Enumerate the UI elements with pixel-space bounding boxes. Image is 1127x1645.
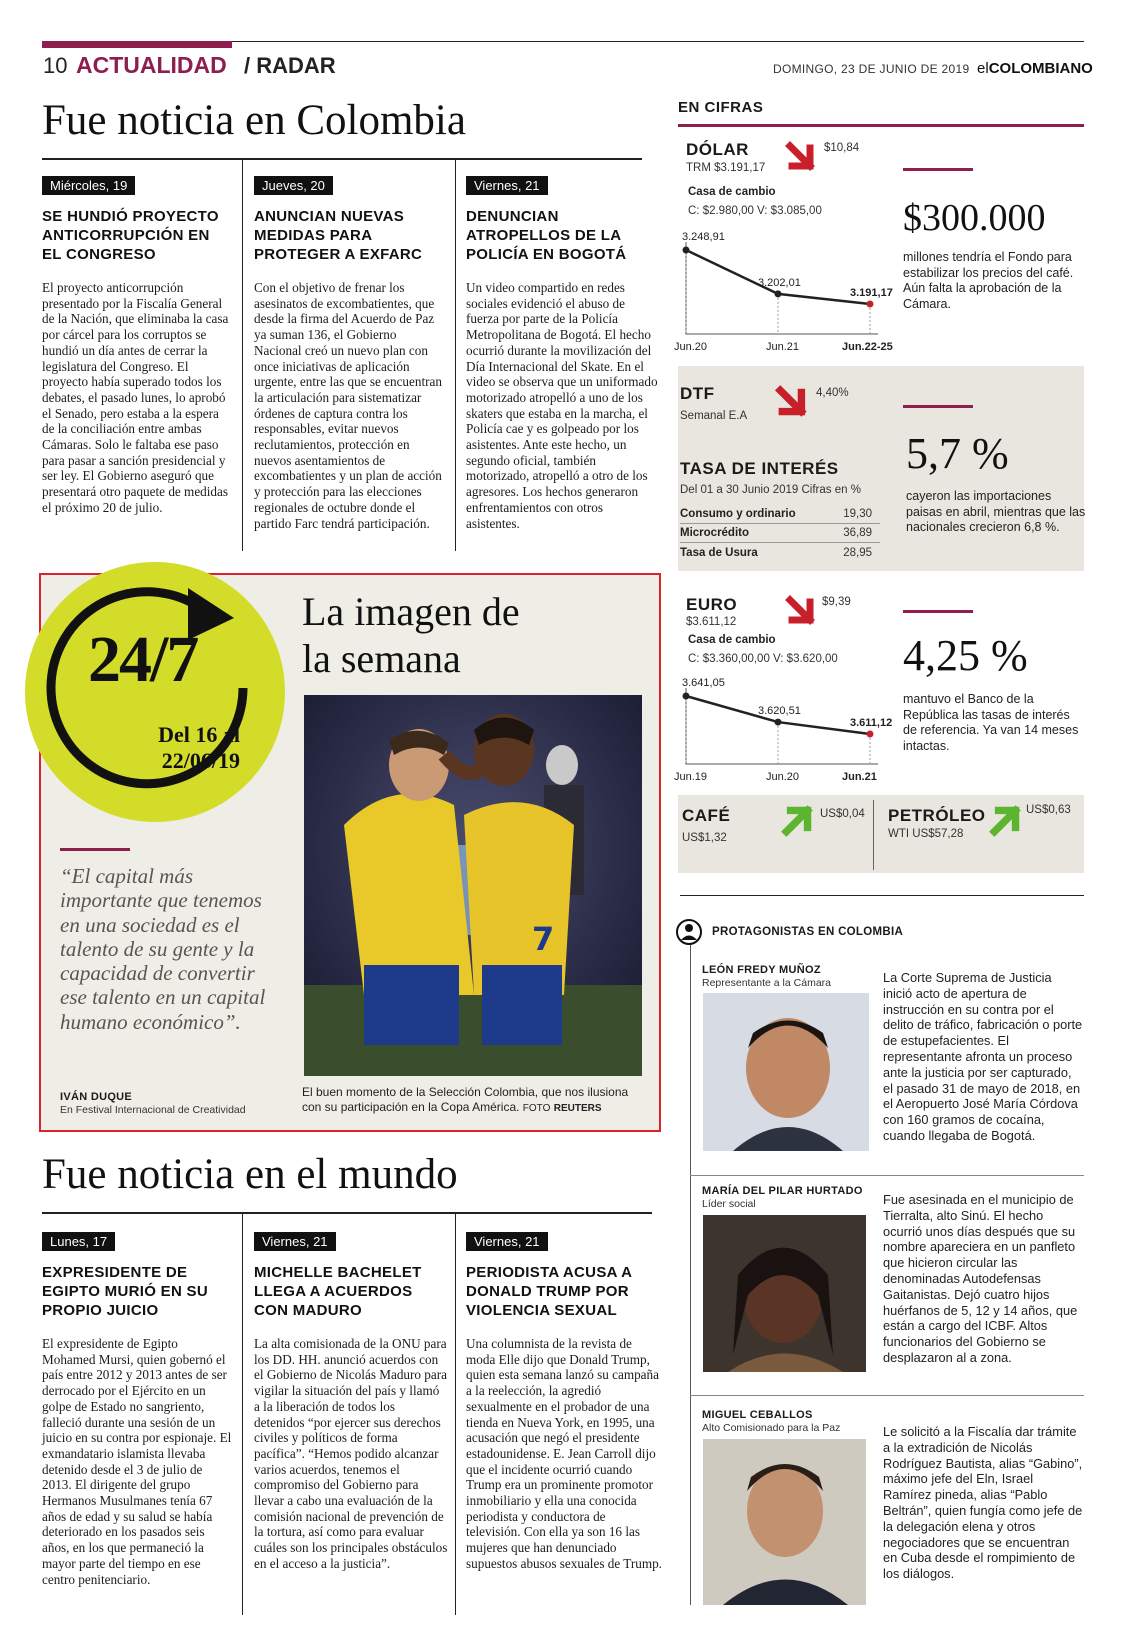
- story-body: La alta comisionada de la ONU para los DD. HH. anunció acuerdos con el Gobierno de Nicolás Maduro para vigilar la situación del país y llamó a la liberación de todos los detenidos “por ejercer sus derechos civiles y políticos de forma pacífica”. “Hemos podido alcanzar varios acuerdos, tenemos el compromiso del Gobierno para llevar a cabo una evaluación de la comisión nacional de prevención de la tortura, así como para evaluar cuáles son los principales obstáculos en el acceso a la justicia”.: [254, 1336, 448, 1571]
- stat-value: $300.000: [903, 197, 1046, 239]
- en-cifras-title: EN CIFRAS: [678, 99, 764, 116]
- title-line: la semana: [302, 636, 461, 681]
- euro-label: EURO: [686, 595, 738, 614]
- petroleo-price: WTI US$57,28: [888, 828, 964, 840]
- quote-rule: [60, 848, 130, 851]
- chart-data-label: 3.641,05: [682, 677, 725, 689]
- mundo-rule: [42, 1212, 652, 1214]
- chart-data-label: 3.611,12: [850, 717, 893, 729]
- chart-data-label: 3.202,01: [758, 276, 801, 289]
- page-number: 10: [43, 53, 68, 78]
- mundo-section-title: Fue noticia en el mundo: [42, 1151, 458, 1198]
- euro-price: $3.611,12: [686, 616, 737, 628]
- person-role: Representante a la Cámara: [702, 977, 831, 989]
- stat-value: 5,7 %: [906, 429, 1009, 478]
- badge-range-line: 22/06/19: [161, 748, 240, 773]
- person-text: Fue asesinada en el municipio de Tierralta, alto Sinú. El hecho ocurrió unos días después que su nombre apareciera en un panfleto que hicieron circular las denominadas Autodefensas Gaitanistas. Dejó cuatro hijos huérfanos de 5, 12 y 14 años, que están a cargo del ICBF. Altos funcionarios del Gobierno se desplazaron al a zona.: [883, 1192, 1078, 1365]
- story-day-tag: Viernes, 21: [466, 1232, 548, 1251]
- chart-tick-label: Jun.20: [674, 341, 708, 353]
- dtf-label: DTF: [680, 384, 715, 403]
- photo-caption: [302, 1085, 647, 1116]
- dolar-change: $10,84: [824, 142, 860, 154]
- arrow-down-icon: [786, 594, 820, 628]
- story-day-tag: Jueves, 20: [254, 176, 333, 195]
- dolar-label: DÓLAR: [686, 140, 749, 159]
- badge-range-line: Del 16 al: [158, 722, 240, 747]
- dtf-sub: Semanal E.A: [680, 410, 748, 422]
- stat-rule: [903, 168, 973, 171]
- header-accent-bar: [42, 41, 232, 48]
- tasa-row-value: 19,30: [843, 508, 872, 520]
- chart-data-label: 3.620,51: [758, 705, 801, 718]
- arrow-up-icon: [988, 802, 1024, 838]
- story-day-tag: Lunes, 17: [42, 1232, 115, 1251]
- divider: [690, 1395, 1084, 1396]
- story-day-tag: Viernes, 21: [254, 1232, 336, 1251]
- image-of-week-title: [302, 588, 520, 682]
- tasa-row-value: 28,95: [843, 546, 872, 559]
- mundo-story-2: [254, 1232, 448, 1572]
- dtf-change: 4,40%: [816, 387, 849, 399]
- column-separator: [873, 800, 874, 870]
- euro-casa-label: Casa de cambio: [688, 634, 776, 646]
- person-icon: [676, 919, 702, 945]
- stat-text: millones tendría el Fondo para estabilizar los precios del café. Aún falta la aprobación de la Cámara.: [903, 250, 1074, 311]
- story-headline: ANUNCIAN NUEVAS MEDIDAS PARA PROTEGER A EXFARC: [254, 208, 423, 263]
- person-name: LEÓN FREDY MUÑOZ: [702, 964, 821, 976]
- person-text: La Corte Suprema de Justicia inició acto de apertura de instrucción en su contra por el delito de tráfico, fabricación o porte de estupefacientes. El representante afronta un proceso ante la justicia por ser capturado, el pasado 31 de mayo de 2018, en el Aeropuerto José María Córdova con 160 gramos de cocaína, cuando llegaba de Bogotá.: [883, 970, 1083, 1143]
- stat-rule: [903, 405, 973, 408]
- column-separator: [455, 158, 456, 551]
- story-headline: MICHELLE BACHELET LLEGA A ACUERDOS CON MADURO: [254, 1264, 422, 1319]
- tasa-label: TASA DE INTERÉS: [680, 459, 839, 478]
- avatar-illustration: [703, 1215, 866, 1372]
- chart-tick-label: Jun.19: [674, 771, 708, 783]
- person-text: Le solicitó a la Fiscalía dar trámite a la extradición de Nicolás Rodríguez Bautista, alias “Gabino”, máximo jefe del Eln, Israel Ramírez pineda, alias “Pablo Beltrán”, quien fungía como jefe de la delegación elena y otros negociadores que se encuentran en Cuba desde el rompimiento de los diálogos.: [883, 1424, 1083, 1582]
- story-body: El expresidente de Egipto Mohamed Mursi, quien gobernó el país entre 2012 y 2013 antes de ser derrocado por el Ejército en un golpe de Estado no sangriento, falleció durante una sesión de un juicio en su contra por espionaje. El exmandatario islamista llevaba detenido desde el 3 de julio de 2013. El dirigente del grupo Hermanos Musulmanes tenía 67 años de edad y su salud se había deteriorado en los pasados seis años, en los que permaneció la mayor parte del tiempo en ese centro penitenciario.: [42, 1336, 232, 1587]
- subsection-name: / RADAR: [244, 53, 336, 78]
- arrow-up-icon: [780, 802, 816, 838]
- photo-illustration: [304, 695, 642, 1076]
- tasa-row-name: Tasa de Usura: [680, 546, 758, 559]
- person-name: MIGUEL CEBALLOS: [702, 1409, 813, 1421]
- person-name: MARÍA DEL PILAR HURTADO: [702, 1185, 863, 1197]
- caption-credit: FOTO: [522, 1103, 551, 1114]
- tasa-row-name: Consumo y ordinario: [680, 508, 796, 520]
- title-line: La imagen de: [302, 589, 520, 634]
- euro-casa-values: C: $3.360,00,00 V: $3.620,00: [688, 653, 838, 665]
- caption-text: El buen momento de la Selección Colombia, que nos ilusiona con su participación en la Copa América.: [302, 1085, 629, 1114]
- person-role: Alto Comisionado para la Paz: [702, 1422, 841, 1434]
- chart-point: [867, 731, 874, 738]
- avatar-illustration: [703, 993, 869, 1151]
- story-day-tag: Miércoles, 19: [42, 176, 135, 195]
- story-headline: PERIODISTA ACUSA A DONALD TRUMP POR VIOLENCIA SEXUAL: [466, 1264, 632, 1319]
- mundo-story-1: [42, 1232, 232, 1587]
- protagonistas-rule: [680, 895, 1084, 896]
- chart-point: [683, 693, 690, 700]
- mundo-story-3: [466, 1232, 663, 1572]
- chart-data-label: 3.191,17: [850, 287, 893, 299]
- stat-value: 4,25 %: [903, 631, 1028, 680]
- petroleo-label: PETRÓLEO: [888, 806, 986, 825]
- dolar-chart: [674, 228, 893, 356]
- quote-text: “El capital más importante que tenemos en una sociedad es el talento de su gente y la capacidad de convertir ese talento en un capital humano económico”.: [60, 864, 266, 1034]
- caption-source: REUTERS: [553, 1103, 602, 1114]
- cafe-price: US$1,32: [682, 832, 727, 844]
- euro-change: $9,39: [822, 596, 851, 608]
- brand-name: COLOMBIANO: [988, 60, 1093, 77]
- avatar: [703, 1215, 866, 1372]
- story-headline: DENUNCIAN ATROPELLOS DE LA POLICÍA EN BOGOTÁ: [466, 208, 627, 263]
- chart-data-label: 3.248,91: [682, 231, 725, 243]
- avatar-illustration: [703, 1439, 866, 1605]
- story-day-tag: Viernes, 21: [466, 176, 548, 195]
- chart-point: [867, 301, 874, 308]
- chart-point: [775, 719, 782, 726]
- colombia-story-1: [42, 176, 230, 516]
- brand-prefix: el: [977, 60, 989, 77]
- person-role: Líder social: [702, 1198, 756, 1210]
- euro-chart: [674, 674, 893, 786]
- badge-number: 24/7: [88, 623, 198, 696]
- avatar: [703, 993, 869, 1151]
- stat-text: mantuvo el Banco de la República las tasas de interés de referencia. Ya van 14 meses intactas.: [903, 692, 1079, 753]
- chart-tick-label: Jun.21: [842, 771, 877, 783]
- dolar-casa-values: C: $2.980,00 V: $3.085,00: [688, 205, 822, 217]
- petroleo-change: US$0,63: [1026, 804, 1071, 816]
- story-headline: SE HUNDIÓ PROYECTO ANTICORRUPCIÓN EN EL CONGRESO: [42, 208, 219, 263]
- story-body: El proyecto anticorrupción presentado por la Fiscalía General de la Nación, que eliminaba la casa por cárcel para los corruptos se hundió un día antes de cerrar la legislatura del Congreso. El proyecto había superado todos los debates, el pasado lunes, lo aprobó el Senado, pero estaba a la espera de la conciliación entre ambas Cámaras. Solo le faltaba ese paso para pasar a sanción presidencial y ser ley. El Gobierno aseguró que presentará otro paquete de medidas el próximo 20 de julio.: [42, 280, 229, 515]
- stat-text: cayeron las importaciones paisas en abril, mientras que las nacionales crecieron 6,8 %.: [906, 489, 1086, 534]
- issue-date: DOMINGO, 23 DE JUNIO DE 2019: [773, 62, 970, 76]
- tasa-row: [680, 524, 880, 543]
- en-cifras-rule: [678, 124, 1084, 127]
- divider: [690, 1175, 1084, 1176]
- players-photo: [304, 695, 642, 1076]
- tasa-row: [680, 505, 880, 524]
- quote-context: En Festival Internacional de Creatividad: [60, 1104, 246, 1116]
- cafe-change: US$0,04: [820, 808, 865, 820]
- colombia-story-3: [466, 176, 659, 531]
- quote-author: IVÁN DUQUE: [60, 1091, 133, 1103]
- tasa-row-value: 36,89: [843, 527, 872, 539]
- column-separator: [242, 1212, 243, 1615]
- chart-tick-label: Jun.20: [766, 771, 800, 783]
- chart-point: [683, 247, 690, 254]
- svg-text:7: 7: [532, 920, 555, 958]
- story-body: Con el objetivo de frenar los asesinatos de excombatientes, que desde la firma del Acuerdo de Paz ya suman 136, el Gobierno Nacional creó un nuevo plan con once iniciativas de aplicación urgente, entre las que se encuentran la articulación para sistematizar órdenes de captura contra los responsables, evitar nuevos reclutamientos, protección en nuevos asentamientos de excombatientes y un plan de acción y protección para las elecciones regionales de octubre donde el partido Farc tendrá participación.: [254, 280, 442, 531]
- arrow-down-icon: [786, 140, 820, 174]
- dolar-casa-label: Casa de cambio: [688, 186, 776, 198]
- avatar: [703, 1439, 866, 1605]
- brand-logo: [977, 60, 1093, 77]
- chart-tick-label: Jun.22-25: [842, 341, 893, 353]
- chart-point: [775, 290, 782, 297]
- column-separator: [242, 158, 243, 551]
- story-headline: EXPRESIDENTE DE EGIPTO MURIÓ EN SU PROPIO JUICIO: [42, 1264, 208, 1319]
- tasa-table: [680, 505, 880, 562]
- colombia-story-2: [254, 176, 444, 531]
- cafe-label: CAFÉ: [682, 806, 731, 825]
- arrow-down-icon: [776, 384, 812, 420]
- colombia-section-title: Fue noticia en Colombia: [42, 97, 466, 144]
- tasa-sub: Del 01 a 30 Junio 2019 Cifras en %: [680, 484, 861, 496]
- story-body: Un video compartido en redes sociales evidenció el abuso de fuerza por parte de la Policía Metropolitana de Bogotá. El hecho ocurrió durante la movilización del Día Internacional del Skate. En el video se observa que un uniformado motorizado atropelló a uno de los skaters que estaba en la marcha, el Policía cae y es golpeado por los asistentes. Ante este hecho, un segundo oficial, también motorizado, atropelló a otro de los agresores. Los hechos generaron enfrentamientos con otros asistentes.: [466, 280, 658, 531]
- story-body: Una columnista de la revista de moda Elle dijo que Donald Trump, quien esta semana lanzó su campaña a la reelección, la agredió sexualmente en el probador de una tienda en Nueva York, en 1995, una acusación que negó el presidente estadounidense. E. Jean Carroll dijo que el incidente ocurrió cuando Trump era un prominente promotor inmobiliario y ella una conocida periodista y conductora de televisión. Con ella ya son 16 las mujeres que han denunciado supuestos abusos sexuales de Trump.: [466, 1336, 662, 1571]
- dolar-trm: TRM $3.191,17: [686, 162, 766, 174]
- chart-tick-label: Jun.21: [766, 341, 800, 353]
- timeline-line: [690, 945, 691, 1605]
- tasa-row: [680, 543, 880, 562]
- stat-rule: [903, 610, 973, 613]
- badge-range: [130, 722, 240, 774]
- colombia-rule: [42, 158, 642, 160]
- section-name: ACTUALIDAD: [76, 52, 227, 78]
- column-separator: [455, 1212, 456, 1615]
- protagonistas-title: PROTAGONISTAS EN COLOMBIA: [712, 926, 904, 938]
- tasa-row-name: Microcrédito: [680, 527, 750, 539]
